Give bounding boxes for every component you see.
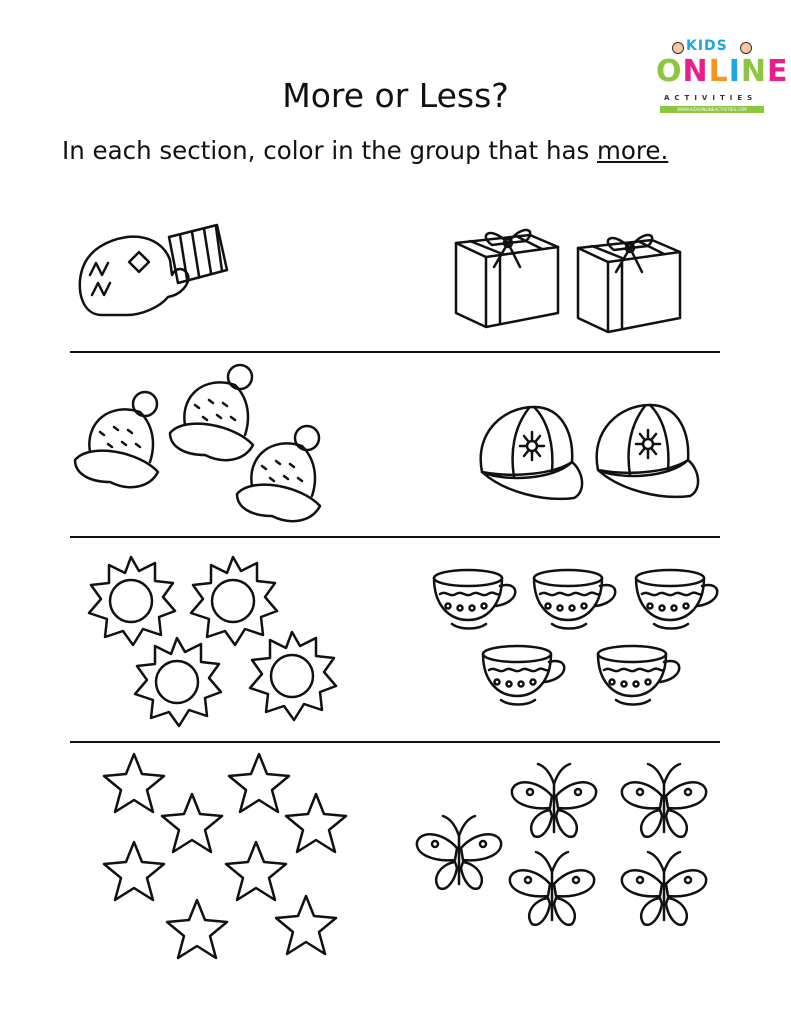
beanie-icon[interactable] [232,416,327,526]
kid-face-icon [672,42,684,54]
butterfly-icon[interactable] [506,848,598,932]
butterfly-icon[interactable] [618,760,710,844]
teacup-icon[interactable] [530,566,622,632]
beanie-icon[interactable] [70,382,165,492]
cap-icon[interactable] [474,402,589,507]
cap-icon[interactable] [590,400,705,505]
logo-kids-text: KIDS [686,38,728,54]
sun-icon[interactable] [85,555,177,647]
butterfly-icon[interactable] [618,848,710,932]
teacup-icon[interactable] [594,642,686,708]
sun-icon[interactable] [131,636,223,728]
section-divider [70,351,720,353]
star-icon[interactable] [100,838,168,906]
section-divider [70,741,720,743]
star-icon[interactable] [163,896,231,964]
kid-face-icon [740,42,752,54]
star-icon[interactable] [158,790,226,858]
teacup-icon[interactable] [479,642,571,708]
sun-icon[interactable] [246,630,338,722]
logo-online-text: ONLINE [656,54,789,89]
star-icon[interactable] [272,892,340,960]
butterfly-icon[interactable] [508,760,600,844]
section-divider [70,536,720,538]
star-icon[interactable] [282,790,350,858]
teacup-icon[interactable] [632,566,724,632]
instruction-text: In each section, color in the group that has more. [62,136,669,165]
worksheet-title: More or Less? [282,76,509,115]
gift-box-icon[interactable] [450,205,565,330]
butterfly-icon[interactable] [413,812,505,896]
logo-url-text: WWW.KIDSONLINEACTIVITIES.COM [660,106,764,113]
teacup-icon[interactable] [430,566,522,632]
logo-activities-text: ACTIVITIES [664,94,758,102]
instruction-emphasis: more. [597,136,669,165]
mitten-icon[interactable] [72,215,232,325]
gift-box-icon[interactable] [572,210,687,335]
